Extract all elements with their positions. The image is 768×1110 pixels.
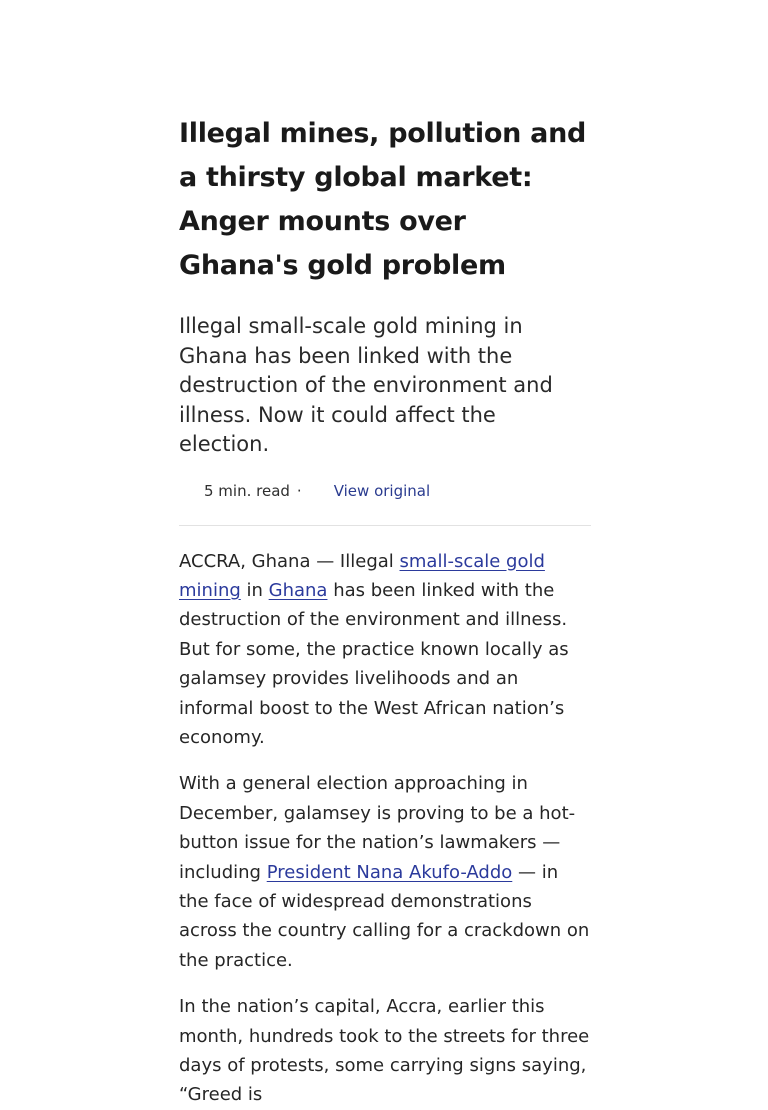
president-nana-akufo-addo-link[interactable]: President Nana Akufo-Addo: [266, 861, 513, 883]
paragraph: [179, 769, 591, 975]
paragraph: [179, 992, 591, 1110]
paragraph-text: In the nation’s capital, Accra, earlier this month, hundreds took to the streets for three days of protests, some carrying signs saying, “Greed is: [179, 996, 590, 1106]
article-title: Illegal mines, pollution and a thirsty global market: Anger mounts over Ghana's gold problem: [179, 118, 587, 281]
article-meta: [204, 479, 591, 503]
read-time: 5 min. read: [204, 481, 290, 500]
article-subtitle: Illegal small-scale gold mining in Ghana has been linked with the destruction of the environment and illness. Now it could affect the election.: [179, 314, 553, 456]
article: [179, 112, 591, 1110]
article-body: [179, 547, 591, 1110]
paragraph-text: With a general election approaching in December, galamsey is proving to be a hot-button issue for the nation’s lawmakers — including: [179, 773, 576, 883]
paragraph-text: ACCRA, Ghana — Illegal: [179, 550, 400, 572]
paragraph-text: in: [240, 579, 269, 601]
divider: [179, 525, 591, 526]
meta-separator: ·: [296, 481, 302, 500]
paragraph-text: has been linked with the destruction of the environment and illness. But for some, the practice known locally as galamsey provides livelihoods and an informal boost to the West African nation’s economy.: [179, 579, 569, 748]
ghana-link[interactable]: Ghana: [268, 579, 328, 601]
small-scale-gold-mining-link[interactable]: small-scale gold mining: [179, 550, 545, 601]
paragraph: [179, 547, 591, 753]
view-original-link[interactable]: View original: [333, 481, 431, 500]
paragraph-text: — in the face of widespread demonstrations across the country calling for a crackdown on the practice.: [179, 861, 590, 971]
